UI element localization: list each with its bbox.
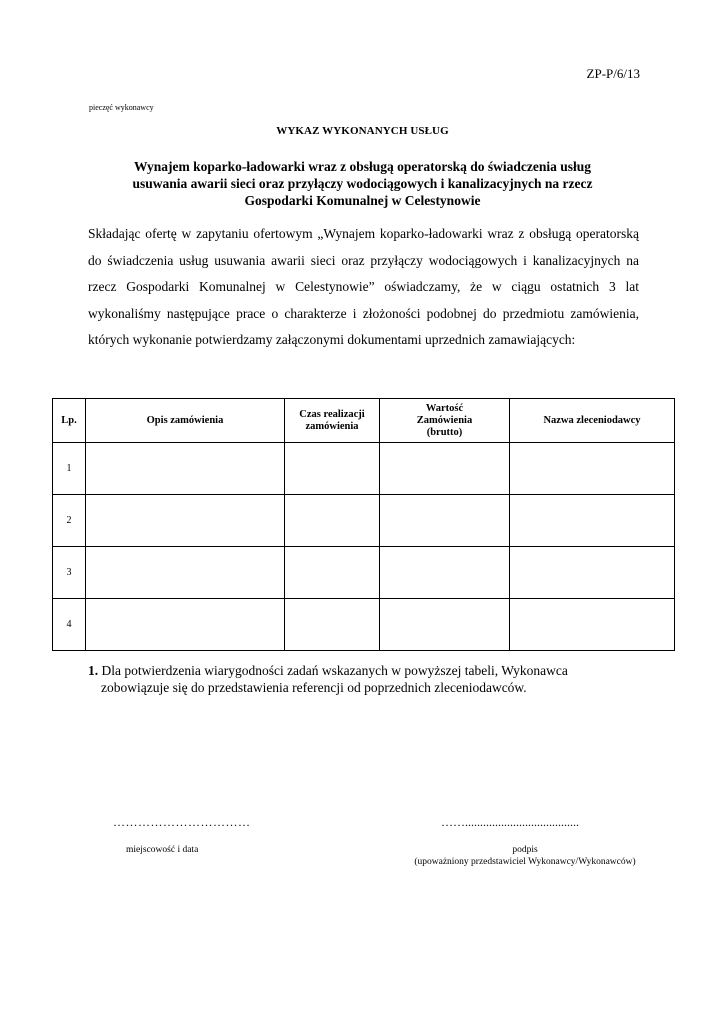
note-number: 1. (88, 663, 99, 678)
signature-label (380, 845, 670, 868)
description-cell[interactable] (86, 495, 285, 547)
header-value-line: Zamówienia (416, 414, 473, 426)
signature-line[interactable]: ……...................................... (441, 815, 579, 829)
note-text: zobowiązuje się do przedstawienia referencji od poprzednich zleceniodawców. (101, 680, 527, 695)
note-text: Dla potwierdzenia wiarygodności zadań wskazanych w powyższej tabeli, Wykonawca (101, 663, 568, 678)
value-cell[interactable] (380, 443, 510, 495)
signature-label-subtitle: (upoważniony przedstawiciel Wykonawcy/Wykonawców) (414, 856, 636, 867)
note-first-line (88, 662, 658, 679)
row-number: 1 (53, 443, 86, 495)
client-cell[interactable] (510, 547, 675, 599)
confirmation-note (88, 662, 658, 696)
description-cell[interactable] (86, 443, 285, 495)
duration-cell[interactable] (285, 495, 380, 547)
subject-line: Gospodarki Komunalnej w Celestynowie (244, 193, 481, 208)
place-date-line[interactable]: …………………………… (113, 815, 251, 829)
table-row (53, 547, 675, 599)
subject-line: Wynajem koparko-ładowarki wraz z obsługą operatorską do świadczenia usług (133, 159, 592, 174)
duration-cell[interactable] (285, 547, 380, 599)
contractor-stamp-label: pieczęć wykonawcy (89, 103, 154, 112)
description-cell[interactable] (86, 599, 285, 651)
header-value (380, 399, 510, 443)
place-date-label: miejscowość i data (126, 845, 199, 855)
client-cell[interactable] (510, 443, 675, 495)
row-number: 3 (53, 547, 86, 599)
subject-line: usuwania awarii sieci oraz przyłączy wodociągowych i kanalizacyjnych na rzecz (132, 176, 593, 191)
document-subject (70, 158, 655, 209)
header-client: Nazwa zleceniodawcy (510, 399, 675, 443)
table-row (53, 495, 675, 547)
table-row (53, 599, 675, 651)
value-cell[interactable] (380, 495, 510, 547)
table-row (53, 443, 675, 495)
duration-cell[interactable] (285, 443, 380, 495)
header-value-line: Wartość (425, 402, 464, 414)
signature-label-title: podpis (512, 845, 538, 855)
intro-paragraph: Składając ofertę w zapytaniu ofertowym „Wynajem koparko-ładowarki wraz z obsługą operatorską do świadczenia usług usuwania awarii sieci oraz przyłączy wodociągowych i kanalizacyjnych na rzecz Gospodarki Komunalnej w Celestynowie” oświadczamy, że w ciągu ostatnich 3 lat wykonaliśmy następujące prace o charakterze i złożoności podobnej do przedmiotu zamówienia, których wykonanie potwierdzamy załączonymi dokumentami uprzednich zamawiających: (88, 226, 639, 348)
header-description: Opis zamówienia (86, 399, 285, 443)
document-title: WYKAZ WYKONANYCH USŁUG (276, 125, 449, 137)
duration-cell[interactable] (285, 599, 380, 651)
header-lp: Lp. (53, 399, 86, 443)
header-duration (285, 399, 380, 443)
client-cell[interactable] (510, 599, 675, 651)
table-header-row (53, 399, 675, 443)
header-value-line: (brutto) (426, 426, 463, 438)
row-number: 2 (53, 495, 86, 547)
description-cell[interactable] (86, 547, 285, 599)
header-duration-line: zamówienia (305, 420, 359, 432)
value-cell[interactable] (380, 547, 510, 599)
row-number: 4 (53, 599, 86, 651)
reference-number: ZP-P/6/13 (586, 66, 640, 81)
client-cell[interactable] (510, 495, 675, 547)
header-duration-line: Czas realizacji (299, 408, 365, 420)
value-cell[interactable] (380, 599, 510, 651)
services-table (52, 398, 675, 651)
